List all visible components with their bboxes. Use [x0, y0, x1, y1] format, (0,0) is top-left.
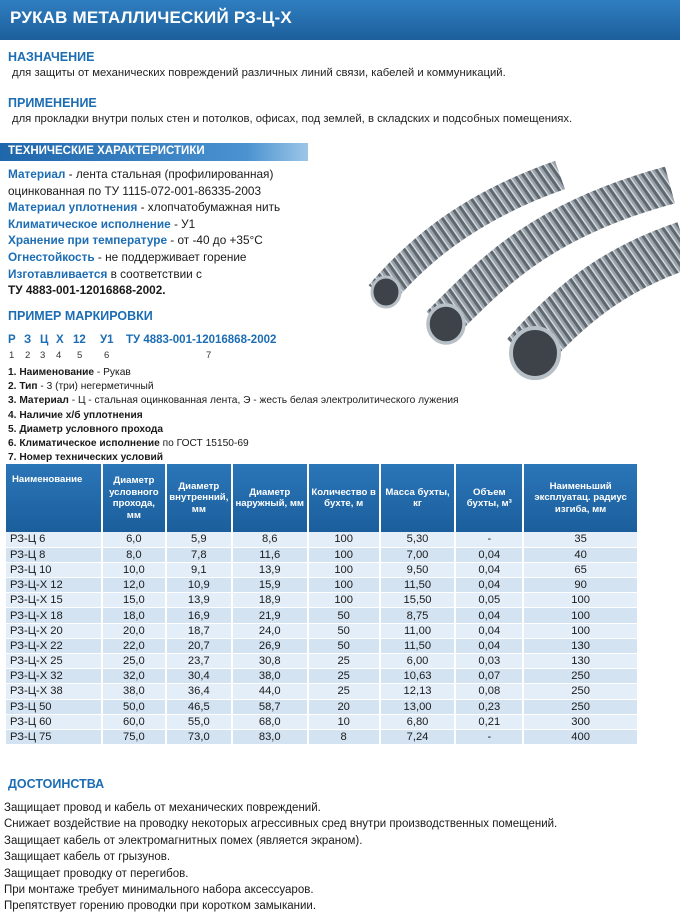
table-cell: 300: [523, 714, 638, 729]
table-cell: 0,23: [455, 699, 523, 714]
table-cell: 8,0: [102, 547, 166, 562]
table-cell: 15,0: [102, 593, 166, 608]
table-cell: РЗ-Ц-Х 18: [6, 608, 102, 623]
page-header: [0, 0, 680, 40]
col-header-volume: Объем бухты, м³: [455, 464, 523, 532]
table-cell: 32,0: [102, 669, 166, 684]
table-cell: 73,0: [166, 729, 232, 744]
table-cell: 10,63: [380, 669, 456, 684]
table-row: [6, 654, 638, 669]
table-cell: 0,05: [455, 593, 523, 608]
table-cell: 46,5: [166, 699, 232, 714]
table-cell: 20: [308, 699, 380, 714]
table-row: [6, 578, 638, 593]
table-cell: 130: [523, 654, 638, 669]
table-cell: 10,9: [166, 578, 232, 593]
mark-code-1: Р: [8, 334, 16, 346]
table-cell: 7,00: [380, 547, 456, 562]
table-cell: 35: [523, 532, 638, 547]
table-cell: 38,0: [232, 669, 308, 684]
purpose-text: для защиты от механических повреждений различных линий связи, кабелей и коммуникаций.: [12, 67, 506, 79]
table-cell: 20,7: [166, 638, 232, 653]
table-cell: 13,9: [166, 593, 232, 608]
table-cell: 100: [308, 562, 380, 577]
table-cell: 15,50: [380, 593, 456, 608]
table-cell: 23,7: [166, 654, 232, 669]
legend-item: 3. Материал - Ц - стальная оцинкованная лента, Э - жесть белая электролитического лужения: [8, 395, 459, 407]
table-cell: 25: [308, 654, 380, 669]
table-cell: 11,50: [380, 578, 456, 593]
list-item: Защищает проводку от перегибов.: [4, 867, 189, 880]
legend-item: 7. Номер технических условий: [8, 452, 164, 464]
table-row: [6, 608, 638, 623]
table-cell: 9,50: [380, 562, 456, 577]
spec-storage: Хранение при температуре - от -40 до +35°С: [8, 233, 263, 248]
table-cell: 6,80: [380, 714, 456, 729]
application-text: для прокладки внутри полых стен и потолков, офисах, под землей, в складских и подсобных помещениях.: [12, 113, 573, 125]
table-cell: 8,6: [232, 532, 308, 547]
tech-title: ТЕХНИЧЕСКИЕ ХАРАКТЕРИСТИКИ: [8, 145, 205, 157]
table-cell: 13,00: [380, 699, 456, 714]
marking-title: ПРИМЕР МАРКИРОВКИ: [8, 309, 153, 323]
mark-code-6: У1: [100, 334, 114, 346]
table-cell: 18,7: [166, 623, 232, 638]
advantages-title: ДОСТОИНСТВА: [8, 777, 105, 791]
table-cell: 65: [523, 562, 638, 577]
table-cell: 20,0: [102, 623, 166, 638]
table-cell: 30,4: [166, 669, 232, 684]
table-cell: 25: [308, 669, 380, 684]
table-cell: 18,0: [102, 608, 166, 623]
spec-made: Изготавливается в соответствии с: [8, 266, 202, 281]
table-cell: 18,9: [232, 593, 308, 608]
table-cell: 68,0: [232, 714, 308, 729]
spec-material: Материал - лента стальная (профилированная): [8, 167, 274, 181]
marking-legend: [8, 366, 459, 465]
table-cell: 8,75: [380, 608, 456, 623]
list-item: Снижает воздействие на проводку некоторых агрессивных сред внутри производственных помещений.: [4, 818, 558, 831]
table-cell: 130: [523, 638, 638, 653]
table-cell: 0,07: [455, 669, 523, 684]
table-cell: 40: [523, 547, 638, 562]
table-cell: РЗ-Ц 50: [6, 699, 102, 714]
table-cell: 0,08: [455, 684, 523, 699]
table-row: [6, 714, 638, 729]
table-cell: РЗ-Ц-Х 15: [6, 593, 102, 608]
spec-fire: Огнестойкость - не поддерживает горение: [8, 249, 247, 264]
table-cell: 38,0: [102, 684, 166, 699]
table-cell: РЗ-Ц-Х 25: [6, 654, 102, 669]
table-cell: 11,00: [380, 623, 456, 638]
mark-num-5: 5: [77, 350, 83, 361]
table-row: [6, 669, 638, 684]
list-item: Препятствует горению проводки при коротком замыкании.: [4, 900, 317, 913]
table-cell: 22,0: [102, 638, 166, 653]
table-cell: 0,04: [455, 623, 523, 638]
list-item: Защищает провод и кабель от механических повреждений.: [4, 802, 321, 814]
mark-code-7: ТУ 4883-001-12016868-2002: [126, 334, 277, 346]
col-header-inner: Диаметр внутренний, мм: [166, 464, 232, 532]
spec-seal: Материал уплотнения - хлопчатобумажная нить: [8, 200, 281, 215]
table-row: [6, 562, 638, 577]
spec-table: [6, 464, 639, 745]
table-row: [6, 547, 638, 562]
table-row: [6, 623, 638, 638]
table-cell: РЗ-Ц 10: [6, 562, 102, 577]
mark-num-2: 2: [25, 350, 31, 361]
table-cell: 7,8: [166, 547, 232, 562]
table-cell: 90: [523, 578, 638, 593]
table-header-row: [6, 464, 638, 532]
col-header-length: Количество в бухте, м: [308, 464, 380, 532]
spec-climate: Климатическое исполнение - У1: [8, 216, 196, 231]
legend-item: 6. Климатическое исполнение по ГОСТ 15150-69: [8, 438, 249, 450]
table-cell: 100: [308, 593, 380, 608]
table-cell: 0,04: [455, 638, 523, 653]
col-header-mass: Масса бухты, кг: [380, 464, 456, 532]
table-cell: 10: [308, 714, 380, 729]
mark-code-5: 12: [73, 334, 86, 346]
mark-num-1: 1: [9, 350, 15, 361]
list-item: Защищает кабель от грызунов.: [4, 851, 171, 864]
table-cell: -: [455, 532, 523, 547]
table-cell: 13,9: [232, 562, 308, 577]
table-row: [6, 593, 638, 608]
legend-item: 4. Наличие х/б уплотнения: [8, 409, 143, 421]
table-cell: 12,13: [380, 684, 456, 699]
spec-list: [8, 166, 368, 299]
table-cell: 16,9: [166, 608, 232, 623]
col-header-radius: Наименьший эксплуатац. радиус изгиба, мм: [523, 464, 638, 532]
table-cell: РЗ-Ц-Х 22: [6, 638, 102, 653]
table-row: [6, 699, 638, 714]
col-header-name: Наименование: [6, 464, 102, 532]
table-row: [6, 532, 638, 547]
table-cell: 11,6: [232, 547, 308, 562]
mark-code-3: Ц: [40, 334, 49, 346]
table-row: [6, 638, 638, 653]
table-cell: 0,04: [455, 608, 523, 623]
table-cell: 0,04: [455, 578, 523, 593]
application-title: ПРИМЕНЕНИЕ: [8, 96, 97, 110]
table-cell: 250: [523, 699, 638, 714]
advantages-list: [4, 800, 557, 915]
table-cell: 55,0: [166, 714, 232, 729]
table-cell: 25,0: [102, 654, 166, 669]
mark-code-4: Х: [56, 334, 64, 346]
table-cell: 7,24: [380, 729, 456, 744]
table-cell: 100: [308, 532, 380, 547]
table-cell: 0,04: [455, 547, 523, 562]
col-header-nominal: Диаметр условного прохода, мм: [102, 464, 166, 532]
page-title: РУКАВ МЕТАЛЛИЧЕСКИЙ РЗ-Ц-Х: [10, 8, 292, 27]
table-cell: 0,04: [455, 562, 523, 577]
spec-made-cont: ТУ 4883-001-12016868-2002.: [8, 283, 166, 298]
table-cell: 250: [523, 669, 638, 684]
metal-hose-image: [350, 150, 680, 390]
table-cell: РЗ-Ц 8: [6, 547, 102, 562]
table-cell: 5,30: [380, 532, 456, 547]
table-cell: 83,0: [232, 729, 308, 744]
legend-item: 2. Тип - 3 (три) негерметичный: [8, 381, 154, 393]
table-cell: 75,0: [102, 729, 166, 744]
table-cell: 9,1: [166, 562, 232, 577]
tech-bar: [0, 143, 308, 161]
table-cell: 100: [523, 608, 638, 623]
table-cell: 5,9: [166, 532, 232, 547]
table-cell: 10,0: [102, 562, 166, 577]
spec-material-cont: оцинкованная по ТУ 1115-072-001-86335-2003: [8, 183, 262, 198]
table-row: [6, 684, 638, 699]
table-cell: 44,0: [232, 684, 308, 699]
table-cell: 58,7: [232, 699, 308, 714]
table-cell: 0,03: [455, 654, 523, 669]
table-cell: 100: [523, 593, 638, 608]
mark-num-6: 6: [104, 350, 110, 361]
list-item: При монтаже требует минимального набора аксессуаров.: [4, 884, 314, 897]
mark-num-4: 4: [56, 350, 62, 361]
table-cell: 400: [523, 729, 638, 744]
table-cell: 50,0: [102, 699, 166, 714]
table-cell: 100: [308, 547, 380, 562]
table-cell: 12,0: [102, 578, 166, 593]
table-cell: 24,0: [232, 623, 308, 638]
table-cell: 50: [308, 638, 380, 653]
table-cell: 36,4: [166, 684, 232, 699]
purpose-title: НАЗНАЧЕНИЕ: [8, 50, 95, 64]
table-cell: РЗ-Ц-Х 38: [6, 684, 102, 699]
table-cell: РЗ-Ц-Х 12: [6, 578, 102, 593]
table-cell: 11,50: [380, 638, 456, 653]
col-header-outer: Диаметр наружный, мм: [232, 464, 308, 532]
table-cell: РЗ-Ц-Х 20: [6, 623, 102, 638]
table-cell: 21,9: [232, 608, 308, 623]
table-cell: 6,0: [102, 532, 166, 547]
table-cell: 250: [523, 684, 638, 699]
legend-item: 1. Наименование - Рукав: [8, 367, 131, 378]
table-cell: РЗ-Ц 60: [6, 714, 102, 729]
table-row: [6, 729, 638, 744]
mark-num-3: 3: [40, 350, 46, 361]
table-cell: 30,8: [232, 654, 308, 669]
table-cell: 0,21: [455, 714, 523, 729]
table-cell: РЗ-Ц 75: [6, 729, 102, 744]
table-cell: -: [455, 729, 523, 744]
table-cell: 15,9: [232, 578, 308, 593]
table-cell: 100: [523, 623, 638, 638]
table-cell: РЗ-Ц 6: [6, 532, 102, 547]
table-cell: 25: [308, 684, 380, 699]
table-cell: 8: [308, 729, 380, 744]
mark-num-7: 7: [206, 350, 212, 361]
table-cell: 50: [308, 623, 380, 638]
table-cell: 50: [308, 608, 380, 623]
legend-item: 5. Диаметр условного прохода: [8, 423, 164, 435]
table-cell: 60,0: [102, 714, 166, 729]
table-cell: 100: [308, 578, 380, 593]
table-cell: 26,9: [232, 638, 308, 653]
table-cell: РЗ-Ц-Х 32: [6, 669, 102, 684]
table-cell: 6,00: [380, 654, 456, 669]
mark-code-2: З: [24, 334, 32, 346]
list-item: Защищает кабель от электромагнитных помех (является экраном).: [4, 834, 363, 847]
